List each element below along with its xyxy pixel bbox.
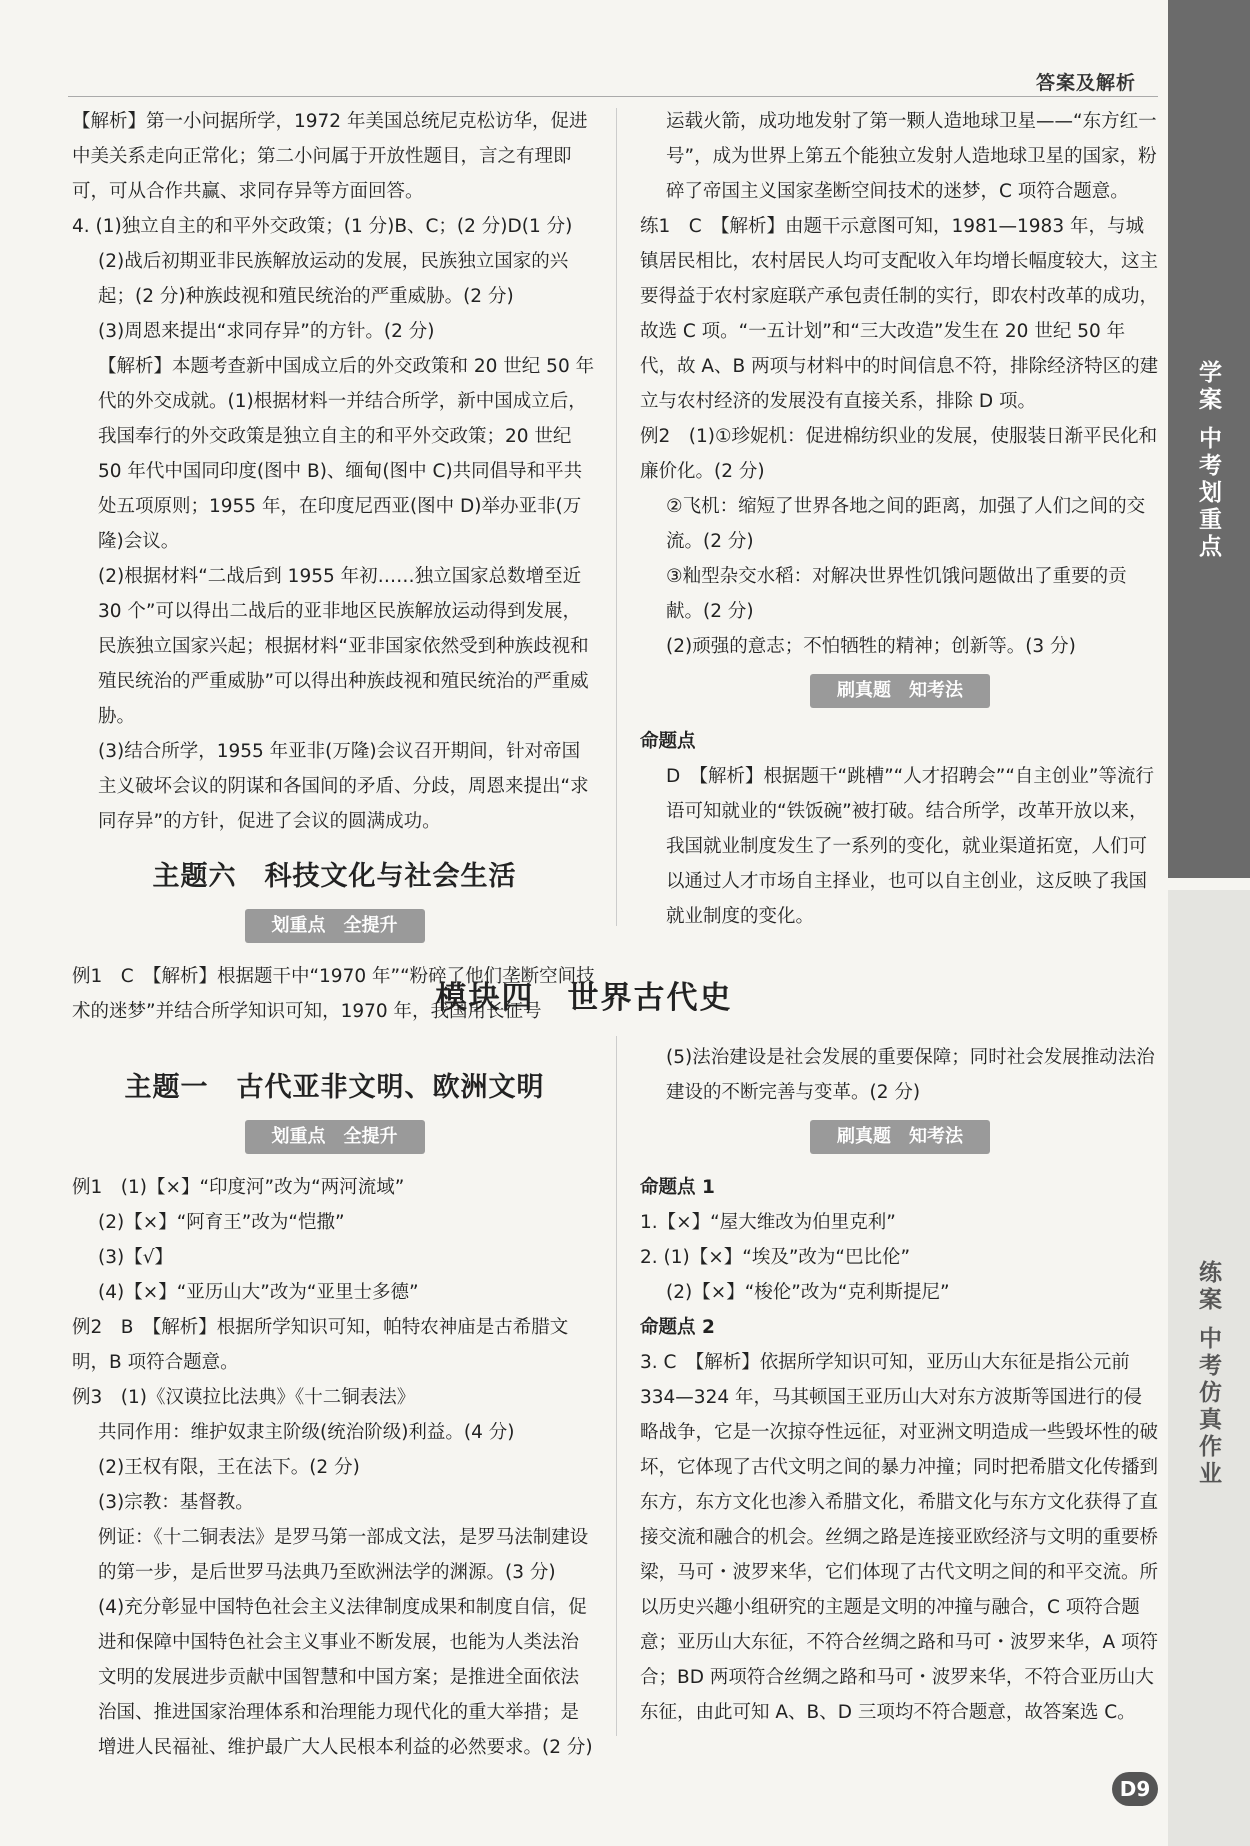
paragraph: 【解析】本题考查新中国成立后的外交政策和 20 世纪 50 年代的外交成就。(1)根据材料一并结合所学，新中国成立后，我国奉行的外交政策是独立自主的和平外交政策；20 世纪 50 年代中国同印度(图中 B)、缅甸(图中 C)共同倡导和平共处五项原则；1955 年，在印度尼西亚(图中 D)举办亚非(万隆)会议。 [98,356,595,552]
left-column-bottom [72,1060,597,1765]
paragraph: 例3 (1)《汉谟拉比法典》《十二铜表法》 [72,1387,416,1408]
column-divider [616,1036,617,1736]
column-divider [616,108,617,926]
paragraph: 【解析】第一小问据所学，1972 年美国总统尼克松访华，促进中美关系走向正常化；第二小问属于开放性题目，言之有理即可，可从合作共赢、求同存异等方面回答。 [72,111,588,202]
paragraph: (2)王权有限，王在法下。(2 分) [98,1457,360,1478]
paragraph: 共同作用：维护奴隶主阶级(统治阶级)利益。(4 分) [98,1422,515,1443]
section-label: 命题点 [640,731,696,752]
section-label: 命题点 1 [640,1177,715,1198]
paragraph: (2)顽强的意志；不怕牺牲的精神；创新等。(3 分) [666,636,1076,657]
paragraph: 例2 (1)①珍妮机：促进棉纺织业的发展，使服装日渐平民化和廉价化。(2 分) [640,426,1158,482]
right-column-bottom [640,1040,1160,1730]
badge-key-points: 划重点 全提升 [245,909,425,943]
paragraph: 例2 B 【解析】根据所学知识可知，帕特农神庙是古希腊文明，B 项符合题意。 [72,1317,569,1373]
side-tab-study-label: 学案 中考划重点 [1195,360,1221,562]
paragraph: (3)结合所学，1955 年亚非(万隆)会议召开期间，针对帝国主义破坏会议的阴谋和各国间的矛盾、分歧，周恩来提出“求同存异”的方针，促进了会议的圆满成功。 [98,741,589,832]
paragraph: (2)【×】“阿育王”改为“恺撒” [98,1212,345,1233]
badge-key-points: 划重点 全提升 [245,1120,425,1154]
paragraph: (4)充分彰显中国特色社会主义法律制度成果和制度自信，促进和保障中国特色社会主义事业不断发展，也能为人类法治文明的发展进步贡献中国智慧和中国方案；是推进全面依法治国、推进国家治理体系和治理能力现代化的重大举措；是增进人民福祉、维护最广大人民根本利益的必然要求。(2 分) [98,1597,593,1758]
paragraph: 4. (1)独立自主的和平外交政策；(1 分)B、C；(2 分)D(1 分) [72,216,573,237]
paragraph: 练1 C 【解析】由题干示意图可知，1981—1983 年，与城镇居民相比，农村居民人均可支配收入年均增长幅度较大，这主要得益于农村家庭联产承包责任制的实行，即农村改革的成功，故选 C 项。“一五计划”和“三大改造”发生在 20 世纪 50 年代，故 A、B 两项与材料中的时间信息不符，排除经济特区的建立与农村经济的发展没有直接关系，排除 D 项。 [640,216,1159,412]
page-number: D9 [1112,1772,1158,1806]
paragraph: (3)周恩来提出“求同存异”的方针。(2 分) [98,321,435,342]
topic6-title: 主题六 科技文化与社会生活 [152,861,517,892]
paragraph: (4)【×】“亚历山大”改为“亚里士多德” [98,1282,419,1303]
side-tab-study [1168,0,1250,878]
badge-real-exam: 刷真题 知考法 [810,674,990,708]
paragraph: 例证：《十二铜表法》是罗马第一部成文法，是罗马法制建设的第一步，是后世罗马法典乃至欧洲法学的渊源。(3 分) [98,1527,589,1583]
paragraph: 运载火箭，成功地发射了第一颗人造地球卫星——“东方红一号”，成为世界上第五个能独立发射人造地球卫星的国家，粉碎了帝国主义国家垄断空间技术的迷梦，C 项符合题意。 [666,111,1157,202]
paragraph: (2)【×】“梭伦”改为“克利斯提尼” [666,1282,950,1303]
topic1-title: 主题一 古代亚非文明、欧洲文明 [124,1072,545,1103]
paragraph: D 【解析】根据题干“跳槽”“人才招聘会”“自主创业”等流行语可知就业的“铁饭碗”被打破。结合所学，改革开放以来，我国就业制度发生了一系列的变化，就业渠道拓宽，人们可以通过人才市场自主择业，也可以自主创业，这反映了我国就业制度的变化。 [666,766,1155,927]
paragraph: 3. C 【解析】依据所学知识可知，亚历山大东征是指公元前 334—324 年，马其顿国王亚历山大对东方波斯等国进行的侵略战争，它是一次掠夺性远征，对亚洲文明造成一些毁坏性的破坏，它体现了古代文明之间的暴力冲撞；同时把希腊文化传播到东方，东方文化也渗入希腊文化，希腊文化与东方文化获得了直接交流和融合的机会。丝绸之路是连接亚欧经济与文明的重要桥梁，马可・波罗来华，它们体现了古代文明之间的和平交流。所以历史兴趣小组研究的主题是文明的冲撞与融合，C 项符合题意；亚历山大东征，不符合丝绸之路和马可・波罗来华，A 项符合；BD 两项符合丝绸之路和马可・波罗来华，不符合亚历山大东征，由此可知 A、B、D 三项均不符合题意，故答案选 C。 [640,1352,1159,1723]
header-divider [68,96,1158,97]
paragraph: 例1 (1)【×】“印度河”改为“两河流域” [72,1177,405,1198]
module-title: 模块四 世界古代史 [435,980,733,1016]
right-column-top [640,104,1160,934]
paragraph: (5)法治建设是社会发展的重要保障；同时社会发展推动法治建设的不断完善与变革。(2 分) [666,1047,1155,1103]
badge-real-exam: 刷真题 知考法 [810,1120,990,1154]
page-header-title: 答案及解析 [1036,72,1137,94]
side-tab-practice-label: 练案 中考仿真作业 [1195,1260,1221,1489]
example-1: 例1 C 【解析】根据题干中“1970 年”“粉碎了他们垄断空间技术的迷梦”并结合所学知识可知，1970 年，我国用长征号 [72,966,595,1022]
side-tab-practice [1168,890,1250,1846]
paragraph: (3)宗教：基督教。 [98,1492,254,1513]
left-column-top [72,104,597,1029]
paragraph: ②飞机：缩短了世界各地之间的距离，加强了人们之间的交流。(2 分) [666,496,1146,552]
section-label: 命题点 2 [640,1317,715,1338]
paragraph: (2)战后初期亚非民族解放运动的发展，民族独立国家的兴起；(2 分)种族歧视和殖民统治的严重威胁。(2 分) [98,251,569,307]
paragraph: (3)【√】 [98,1247,173,1268]
paragraph: (2)根据材料“二战后到 1955 年初……独立国家总数增至近 30 个”可以得出二战后的亚非地区民族解放运动得到发展，民族独立国家兴起；根据材料“亚非国家依然受到种族歧视和殖民统治的严重威胁”可以得出种族歧视和殖民统治的严重威胁。 [98,566,589,727]
paragraph: 2. (1)【×】“埃及”改为“巴比伦” [640,1247,911,1268]
paragraph: ③籼型杂交水稻：对解决世界性饥饿问题做出了重要的贡献。(2 分) [666,566,1127,622]
paragraph: 1.【×】“屋大维改为伯里克利” [640,1212,896,1233]
